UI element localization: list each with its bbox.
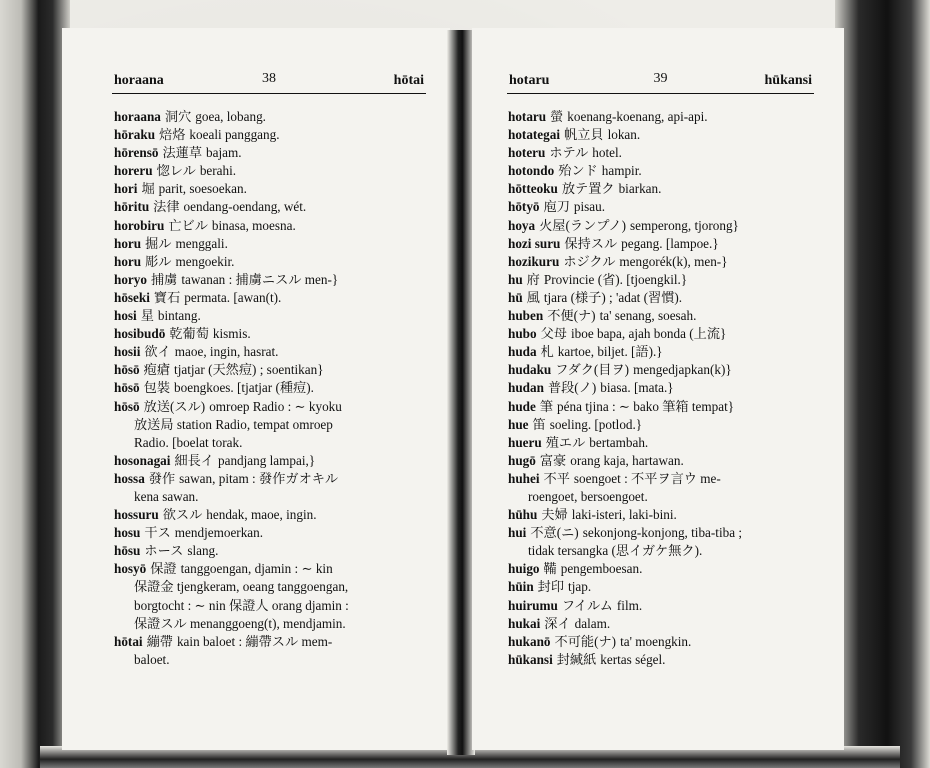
- entry-translation: 放送局 station Radio, tempat omroep: [134, 416, 333, 432]
- dictionary-entry: [508, 651, 840, 669]
- entry-headword: hu: [508, 271, 523, 287]
- book-edge-right: [835, 0, 930, 768]
- dictionary-entry: [114, 524, 438, 542]
- entry-japanese: 寶石: [153, 289, 181, 305]
- dictionary-entry: [114, 452, 438, 470]
- entry-headword: hude: [508, 398, 536, 414]
- right-page-number: 39: [653, 71, 668, 86]
- entry-headword: hosibudō: [114, 326, 166, 342]
- dictionary-entry: [114, 578, 438, 596]
- entry-headword: hōsō: [114, 362, 140, 378]
- dictionary-entry: [508, 597, 840, 615]
- dictionary-entry: [508, 325, 840, 343]
- dictionary-entry: [508, 235, 840, 253]
- entry-translation: péna tjina : ∼ bako 筆箱 tempat}: [557, 398, 735, 414]
- dictionary-entry: [508, 162, 840, 180]
- entry-japanese: 札: [540, 344, 554, 360]
- entry-japanese: 深イ: [544, 615, 571, 631]
- entry-japanese: 捕虜: [150, 271, 178, 287]
- dictionary-entry: [508, 253, 840, 271]
- dictionary-entry: [508, 361, 840, 379]
- entry-japanese: 富豪: [539, 452, 567, 468]
- right-page: [472, 28, 844, 750]
- entry-japanese: 發作: [148, 470, 176, 486]
- entry-translation: hampir.: [601, 163, 642, 179]
- dictionary-entry: [114, 325, 438, 343]
- dictionary-entry: [114, 126, 438, 144]
- entry-translation: film.: [616, 597, 643, 613]
- dictionary-entry: [114, 144, 438, 162]
- entry-japanese: 欲スル: [162, 507, 203, 523]
- dictionary-entry: [508, 379, 840, 397]
- dictionary-entry: [114, 198, 438, 216]
- entry-translation: maoe, ingin, hasrat.: [174, 344, 279, 360]
- entry-translation: biarkan.: [618, 181, 662, 197]
- entry-translation: kena sawan.: [134, 488, 199, 504]
- dictionary-entry: [508, 198, 840, 216]
- entry-japanese: 夫婦: [541, 507, 568, 523]
- left-header-last-word: hōtai: [393, 73, 424, 88]
- entry-headword: hosyō: [114, 561, 147, 577]
- dictionary-entry: [114, 416, 438, 434]
- entry-headword: horaana: [114, 109, 161, 124]
- entry-japanese: 放送(スル): [143, 398, 206, 414]
- entry-headword: hukai: [508, 615, 541, 631]
- entry-translation: pengemboesan.: [560, 561, 643, 577]
- entry-headword: hueru: [508, 434, 542, 450]
- entry-headword: hōsu: [114, 543, 141, 559]
- entry-headword: huda: [508, 344, 537, 360]
- entry-headword: hosi: [114, 308, 137, 324]
- dictionary-entry: [508, 578, 840, 596]
- entry-translation: kismis.: [212, 326, 251, 342]
- dictionary-entry: [508, 144, 840, 162]
- entry-translation: kain baloet : 繃帶スル mem-: [176, 633, 333, 649]
- entry-translation: omroep Radio : ∼ kyoku: [209, 398, 342, 414]
- entry-japanese: 干ス: [144, 525, 171, 541]
- entry-headword: hosonagai: [114, 452, 171, 468]
- entry-japanese: ホース: [144, 543, 184, 559]
- entry-translation: biasa. [mata.}: [600, 380, 674, 396]
- dictionary-entry: [114, 398, 438, 416]
- dictionary-entry: [508, 434, 840, 452]
- entry-translation: ta' moengkin.: [620, 633, 692, 649]
- entry-japanese: 細長イ: [174, 452, 214, 468]
- entry-translation: dalam.: [574, 615, 611, 631]
- entry-headword: huben: [508, 308, 544, 324]
- entry-japanese: 保持スル: [564, 235, 618, 251]
- entry-headword: hotaru: [508, 109, 547, 124]
- entry-translation: permata. [awan(t).: [184, 289, 282, 305]
- entry-headword: hoteru: [508, 145, 546, 161]
- entry-translation: mengedjapkan(k)}: [633, 362, 732, 378]
- entry-japanese: ホテル: [549, 145, 589, 161]
- dictionary-entry: [508, 289, 840, 307]
- entry-headword: hū: [508, 289, 523, 305]
- dictionary-entry: [508, 524, 840, 542]
- right-page-header: [507, 73, 814, 94]
- entry-translation: koeali panggang.: [189, 127, 280, 143]
- entry-japanese: 火屋(ランプノ): [539, 217, 626, 233]
- entry-japanese: 法律: [153, 199, 180, 215]
- entry-headword: huhei: [508, 470, 540, 486]
- dictionary-entry: [114, 651, 438, 669]
- dictionary-entry: [114, 560, 438, 578]
- entry-translation: orang kaja, hartawan.: [570, 452, 684, 468]
- entry-headword: hōsō: [114, 398, 140, 414]
- entry-japanese: 星: [140, 308, 154, 324]
- entry-translation: goea, lobang.: [195, 109, 266, 124]
- dictionary-entry: [508, 542, 840, 560]
- entry-headword: hōrensō: [114, 145, 159, 161]
- right-entries: [508, 108, 840, 669]
- entry-translation: iboe bapa, ajah bonda (上流}: [570, 326, 727, 342]
- dictionary-entry: [508, 271, 840, 289]
- entry-japanese: 不平: [543, 470, 570, 486]
- entry-translation: tjap.: [568, 579, 592, 595]
- entry-japanese: 繃帶: [146, 633, 173, 649]
- entry-japanese: 風: [526, 289, 540, 305]
- entry-translation: mengoekir.: [175, 253, 235, 269]
- entry-translation: binasa, moesna.: [211, 217, 296, 233]
- entry-japanese: 螢: [550, 109, 564, 124]
- right-header-last-word: hūkansi: [764, 73, 812, 88]
- dictionary-entry: [508, 180, 840, 198]
- entry-japanese: 庖刀: [543, 199, 570, 215]
- entry-japanese: 堀: [141, 181, 155, 197]
- entry-translation: hotel.: [592, 145, 622, 161]
- entry-translation: Radio. [boelat torak.: [134, 434, 243, 450]
- entry-translation: kertas ségel.: [600, 651, 666, 667]
- dictionary-entry: [114, 379, 438, 397]
- entry-headword: hōritu: [114, 199, 150, 215]
- entry-headword: horu: [114, 253, 142, 269]
- entry-translation: ta' senang, soesah.: [599, 308, 697, 324]
- entry-headword: hozi suru: [508, 235, 561, 251]
- entry-translation: tjara (様子) ; 'adat (習慣).: [543, 289, 683, 305]
- entry-translation: 保證スル menanggoeng(t), mendjamin.: [134, 615, 346, 631]
- entry-japanese: 筆: [539, 398, 554, 414]
- entry-japanese: 掘ル: [145, 235, 172, 251]
- entry-translation: bertambah.: [589, 434, 649, 450]
- entry-japanese: 封緘紙: [556, 651, 597, 667]
- left-header-first-word: horaana: [114, 73, 164, 88]
- entry-translation: kartoe, biljet. [語).}: [557, 344, 663, 360]
- entry-translation: semperong, tjorong}: [629, 217, 739, 233]
- entry-translation: hendak, maoe, ingin.: [206, 507, 317, 523]
- left-entries: [114, 108, 438, 669]
- entry-japanese: 洞穴: [164, 109, 192, 124]
- entry-translation: boengkoes. [tjatjar (種痘).: [174, 380, 314, 396]
- entry-translation: borgtocht : ∼ nin 保證人 orang djamin :: [134, 597, 349, 613]
- dictionary-entry: [114, 253, 438, 271]
- dictionary-entry: [508, 452, 840, 470]
- entry-japanese: 父母: [540, 326, 567, 342]
- entry-japanese: 不便(ナ): [547, 308, 596, 324]
- entry-japanese: 欲イ: [144, 344, 171, 360]
- entry-headword: hoya: [508, 217, 536, 233]
- left-page-header: [112, 73, 426, 94]
- entry-headword: horeru: [114, 163, 153, 179]
- entry-translation: bintang.: [157, 308, 201, 324]
- entry-headword: hossa: [114, 470, 145, 486]
- entry-translation: berahi.: [199, 163, 237, 179]
- book-edge-left: [0, 0, 70, 768]
- entry-headword: hossuru: [114, 507, 159, 523]
- entry-translation: slang.: [187, 543, 219, 559]
- entry-headword: huigo: [508, 561, 540, 577]
- entry-japanese: 不可能(ナ): [554, 633, 617, 649]
- entry-headword: hosu: [114, 525, 141, 541]
- entry-japanese: 包裝: [143, 380, 171, 396]
- left-page: [62, 28, 450, 750]
- dictionary-entry: [508, 398, 840, 416]
- dictionary-entry: [508, 633, 840, 651]
- dictionary-entry: [508, 506, 840, 524]
- entry-japanese: 疱瘡: [143, 362, 171, 378]
- entry-translation: tanggoengan, djamin : ∼ kin: [180, 561, 333, 577]
- entry-translation: parit, soesoekan.: [158, 181, 247, 197]
- entry-translation: oendang-oendang, wét.: [183, 199, 307, 215]
- entry-japanese: 帆立貝: [564, 127, 604, 143]
- dictionary-entry: [114, 289, 438, 307]
- entry-japanese: 府: [526, 271, 540, 287]
- entry-japanese: 殆ンド: [558, 163, 598, 179]
- entry-japanese: 放テ置ク: [561, 181, 615, 197]
- entry-headword: hue: [508, 416, 529, 432]
- dictionary-entry: [114, 180, 438, 198]
- entry-translation: tjatjar (天然痘) ; soentikan}: [174, 362, 324, 378]
- entry-headword: hotondo: [508, 163, 555, 179]
- entry-translation: pandjang lampai,}: [218, 452, 316, 468]
- entry-japanese: 封印: [537, 579, 565, 595]
- dictionary-entry: [114, 506, 438, 524]
- entry-japanese: ホジクル: [563, 253, 616, 269]
- entry-translation: baloet.: [134, 651, 170, 667]
- dictionary-entry: [114, 434, 438, 452]
- entry-translation: laki-isteri, laki-bini.: [571, 507, 677, 523]
- entry-translation: menggali.: [175, 235, 228, 251]
- dictionary-entry: [508, 560, 840, 578]
- entry-headword: hōtai: [114, 633, 143, 649]
- entry-headword: hōtteoku: [508, 181, 558, 197]
- entry-japanese: 笛: [532, 416, 546, 432]
- dictionary-entry: [114, 361, 438, 379]
- entry-headword: hūkansi: [508, 651, 553, 667]
- dictionary-entry: [114, 542, 438, 560]
- entry-translation: koenang-koenang, api-api.: [567, 109, 708, 124]
- dictionary-entry: [114, 488, 438, 506]
- entry-headword: horobiru: [114, 217, 165, 233]
- dictionary-entry: [508, 343, 840, 361]
- entry-japanese: 不意(ニ): [530, 525, 579, 541]
- entry-headword: hosii: [114, 344, 141, 360]
- entry-japanese: 乾葡萄: [169, 326, 209, 342]
- entry-translation: tawanan : 捕虜ニスル men-}: [181, 271, 339, 287]
- entry-translation: sawan, pitam : 發作ガオキル: [179, 470, 339, 486]
- dictionary-entry: [114, 271, 438, 289]
- dictionary-entry: [508, 126, 840, 144]
- entry-japanese: 保證: [150, 561, 177, 577]
- entry-headword: hori: [114, 181, 138, 197]
- entry-translation: soengoet : 不平ヲ言ウ me-: [573, 470, 721, 486]
- dictionary-entry: [508, 217, 840, 235]
- right-header-first-word: hotaru: [509, 73, 550, 88]
- dictionary-entry: [114, 217, 438, 235]
- entry-headword: hōsō: [114, 380, 140, 396]
- entry-headword: hōraku: [114, 127, 156, 143]
- entry-japanese: 彫ル: [145, 253, 172, 269]
- dictionary-entry: [508, 416, 840, 434]
- entry-japanese: 鞴: [543, 561, 557, 577]
- dictionary-entry: [114, 162, 438, 180]
- entry-translation: Provincie (省). [tjoengkil.}: [543, 271, 688, 287]
- entry-headword: huirumu: [508, 597, 558, 613]
- dictionary-entry: [114, 597, 438, 615]
- entry-japanese: 殖エル: [545, 434, 586, 450]
- dictionary-entry: [508, 470, 840, 488]
- entry-japanese: 普段(ノ): [547, 380, 597, 396]
- dictionary-entry: [114, 633, 438, 651]
- book-gutter: [447, 30, 475, 755]
- entry-headword: hotategai: [508, 127, 561, 143]
- dictionary-entry: [114, 307, 438, 325]
- entry-headword: hukanō: [508, 633, 551, 649]
- left-page-number: 38: [262, 71, 276, 86]
- entry-translation: mendjemoerkan.: [174, 525, 264, 541]
- entry-headword: hōseki: [114, 289, 150, 305]
- entry-japanese: 亡ビル: [168, 217, 208, 233]
- entry-translation: lokan.: [607, 127, 641, 143]
- entry-translation: pisau.: [573, 199, 606, 215]
- dictionary-entry: [508, 488, 840, 506]
- entry-translation: bajam.: [206, 145, 242, 161]
- entry-translation: tidak tersangka (思イガケ無ク).: [528, 543, 703, 559]
- entry-headword: horu: [114, 235, 142, 251]
- dictionary-entry: [508, 307, 840, 325]
- entry-headword: hubo: [508, 326, 537, 342]
- dictionary-entry: [114, 470, 438, 488]
- entry-japanese: フダク(目ヲ): [555, 362, 630, 378]
- dictionary-entry: [508, 615, 840, 633]
- dictionary-entry: [114, 615, 438, 633]
- entry-headword: horyo: [114, 271, 147, 287]
- entry-japanese: 焙烙: [159, 127, 186, 143]
- entry-translation: 保證金 tjengkeram, oeang tanggoengan,: [134, 579, 349, 595]
- entry-translation: pegang. [lampoe.}: [621, 235, 719, 251]
- dictionary-entry: [114, 343, 438, 361]
- entry-headword: hūin: [508, 579, 534, 595]
- entry-translation: mengorék(k), men-}: [619, 253, 728, 269]
- entry-headword: hōtyō: [508, 199, 540, 215]
- dictionary-entry: [508, 108, 840, 126]
- entry-japanese: 法蓮草: [162, 145, 203, 161]
- entry-headword: hudaku: [508, 362, 552, 378]
- entry-japanese: 惚レル: [156, 163, 196, 179]
- entry-translation: roengoet, bersoengoet.: [528, 488, 648, 504]
- entry-headword: hūhu: [508, 507, 538, 523]
- entry-headword: hudan: [508, 380, 544, 396]
- entry-headword: hozikuru: [508, 253, 560, 269]
- entry-translation: soeling. [potlod.}: [549, 416, 643, 432]
- entry-headword: hui: [508, 525, 527, 541]
- entry-translation: sekonjong-konjong, tiba-tiba ;: [582, 525, 743, 541]
- entry-japanese: フイルム: [561, 597, 613, 613]
- entry-headword: hugō: [508, 452, 536, 468]
- dictionary-entry: [114, 108, 438, 126]
- dictionary-entry: [114, 235, 438, 253]
